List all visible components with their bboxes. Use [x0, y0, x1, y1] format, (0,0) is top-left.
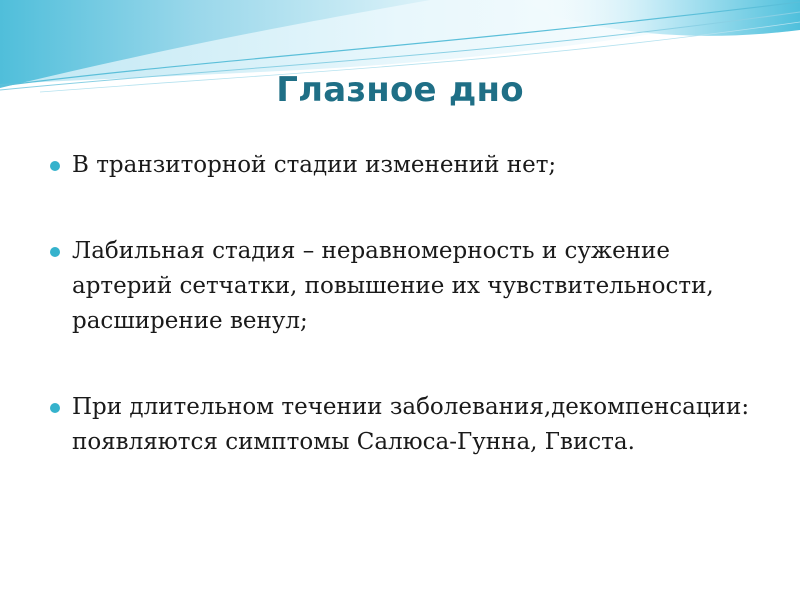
slide-title: Глазное дно: [276, 70, 524, 110]
bullet-text: Лабильная стадия – неравномерность и сужение артерий сетчатки, повышение их чувствительности, расширение венул;: [72, 238, 714, 334]
bullet-text: При длительном течении заболевания,декомпенсации: появляются симптомы Салюса-Гунна, Гвиста.: [72, 394, 750, 455]
bullet-item: [50, 148, 750, 183]
bullet-item: [50, 234, 750, 339]
bullet-dot-icon: [50, 403, 60, 413]
bullet-item: [50, 390, 750, 460]
bullet-text: В транзиторной стадии изменений нет;: [72, 152, 557, 178]
bullet-dot-icon: [50, 161, 60, 171]
bullet-dot-icon: [50, 247, 60, 257]
bullet-list: [50, 148, 750, 460]
